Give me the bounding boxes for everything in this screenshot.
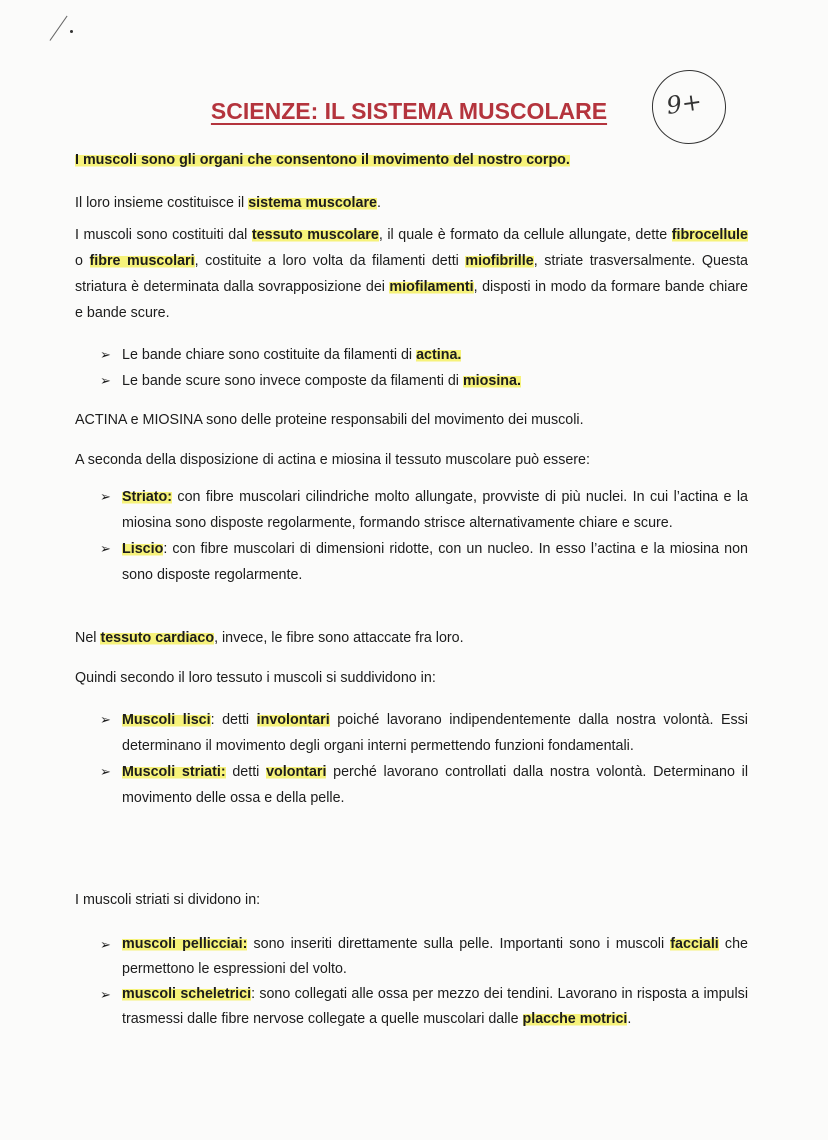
text-run: . bbox=[376, 195, 381, 211]
text-run: I muscoli sono costituiti dal bbox=[75, 227, 252, 243]
highlighted-term: Liscio bbox=[122, 541, 164, 557]
text-run: , striate trasversalmente. Questa striatura è determinata dalla sovrapposizione dei bbox=[75, 253, 748, 295]
list-item bbox=[75, 707, 748, 759]
highlighted-term: miofibrille bbox=[465, 253, 534, 269]
highlighted-term: facciali bbox=[670, 936, 719, 952]
text-run: . bbox=[627, 1011, 632, 1027]
paragraph bbox=[75, 447, 748, 473]
text-run: Le bande scure sono invece composte da filamenti di bbox=[122, 373, 463, 389]
arrow-bullet-icon: ➢ bbox=[100, 937, 111, 952]
highlighted-term: muscoli pellicciai: bbox=[122, 936, 248, 952]
text-run: sono inseriti direttamente sulla pelle. Importanti sono i muscoli bbox=[247, 936, 671, 952]
highlighted-term: Muscoli striati: bbox=[122, 764, 226, 780]
list-item bbox=[75, 368, 748, 394]
arrow-bullet-icon: ➢ bbox=[100, 541, 111, 556]
text-run: o bbox=[75, 253, 90, 269]
text-run: Le bande chiare sono costituite da filamenti di bbox=[122, 347, 417, 363]
pen-dot-mark bbox=[70, 30, 73, 33]
arrow-bullet-icon: ➢ bbox=[100, 764, 111, 779]
bullet-list bbox=[75, 932, 748, 1032]
text-run: , invece, le fibre sono attaccate fra loro. bbox=[214, 630, 464, 646]
arrow-bullet-icon: ➢ bbox=[100, 987, 111, 1002]
highlighted-term: volontari bbox=[266, 764, 327, 780]
highlighted-term: involontari bbox=[256, 712, 330, 728]
highlighted-term: Muscoli lisci bbox=[122, 712, 211, 728]
paragraph bbox=[75, 665, 748, 691]
text-run: Nel bbox=[75, 630, 101, 646]
highlighted-term: actina. bbox=[416, 347, 462, 363]
text-run: Il loro insieme costituisce il bbox=[75, 195, 249, 211]
page-title-text: SCIENZE: IL SISTEMA MUSCOLARE bbox=[210, 98, 608, 124]
paragraph bbox=[75, 887, 748, 913]
highlighted-term: fibre muscolari bbox=[89, 253, 195, 269]
arrow-bullet-icon: ➢ bbox=[100, 489, 111, 504]
list-item bbox=[75, 536, 748, 588]
list-item bbox=[75, 342, 748, 368]
list-item bbox=[75, 932, 748, 982]
text-run: , costituite a loro volta da filamenti detti bbox=[194, 253, 466, 269]
arrow-bullet-icon: ➢ bbox=[100, 347, 111, 362]
text-run: poiché lavorano indipendentemente dalla nostra volontà. Essi determinano il movimento degli organi interni permettendo funzioni fondamentali. bbox=[122, 712, 748, 754]
highlighted-term: muscoli scheletrici bbox=[122, 986, 252, 1002]
highlighted-term: Striato: bbox=[122, 489, 173, 505]
highlighted-term: tessuto muscolare bbox=[251, 227, 379, 243]
text-run: ACTINA e MIOSINA sono delle proteine responsabili del movimento dei muscoli. bbox=[75, 412, 584, 428]
text-run: A seconda della disposizione di actina e miosina il tessuto muscolare può essere: bbox=[75, 452, 590, 468]
paragraph bbox=[75, 407, 748, 433]
highlighted-term: tessuto cardiaco bbox=[100, 630, 215, 646]
paragraph bbox=[75, 147, 748, 173]
text-run: : sono collegati alle ossa per mezzo dei tendini. Lavorano in risposta a impulsi trasmessi dalle fibre nervose collegate a quelle muscolari dalle bbox=[122, 986, 748, 1027]
paragraph bbox=[75, 190, 748, 216]
text-run: Quindi secondo il loro tessuto i muscoli si suddividono in: bbox=[75, 670, 436, 686]
highlighted-term: miofilamenti bbox=[389, 279, 474, 295]
bullet-list bbox=[75, 707, 748, 811]
text-run: perché lavorano controllati dalla nostra volontà. Determinano il movimento delle ossa e della pelle. bbox=[122, 764, 749, 806]
grade-circle bbox=[647, 65, 731, 149]
highlighted-term: I muscoli sono gli organi che consentono il movimento del nostro corpo. bbox=[75, 152, 570, 168]
highlighted-term: fibrocellule bbox=[671, 227, 748, 243]
arrow-bullet-icon: ➢ bbox=[100, 373, 111, 388]
grade-text: 9+ bbox=[664, 87, 704, 120]
text-run: con fibre muscolari cilindriche molto allungate, provviste di più nuclei. In cui l’actina e la miosina sono disposte regolarmente, formando strisce alternativamente chiare e scure. bbox=[122, 489, 748, 531]
list-item bbox=[75, 759, 748, 811]
arrow-bullet-icon: ➢ bbox=[100, 712, 111, 727]
list-item bbox=[75, 982, 748, 1032]
list-item bbox=[75, 484, 748, 536]
pen-stroke-mark bbox=[50, 16, 68, 41]
text-run: : con fibre muscolari di dimensioni ridotte, con un nucleo. In esso l’actina e la miosina non sono disposte regolarmente. bbox=[122, 541, 748, 583]
paragraph bbox=[75, 222, 748, 326]
bullet-list bbox=[75, 484, 748, 588]
highlighted-term: placche motrici bbox=[522, 1011, 628, 1027]
paragraph bbox=[75, 625, 748, 651]
bullet-list bbox=[75, 342, 748, 394]
text-run: , disposti in modo da formare bande chiare e bande scure. bbox=[75, 279, 749, 321]
highlighted-term: miosina. bbox=[462, 373, 521, 389]
highlighted-term: sistema muscolare bbox=[248, 195, 377, 211]
text-run: che permettono le espressioni del volto. bbox=[122, 936, 748, 977]
text-run: detti bbox=[225, 764, 267, 780]
text-run: : detti bbox=[210, 712, 257, 728]
text-run: , il quale è formato da cellule allungate, dette bbox=[378, 227, 672, 243]
text-run: I muscoli striati si dividono in: bbox=[75, 892, 261, 908]
